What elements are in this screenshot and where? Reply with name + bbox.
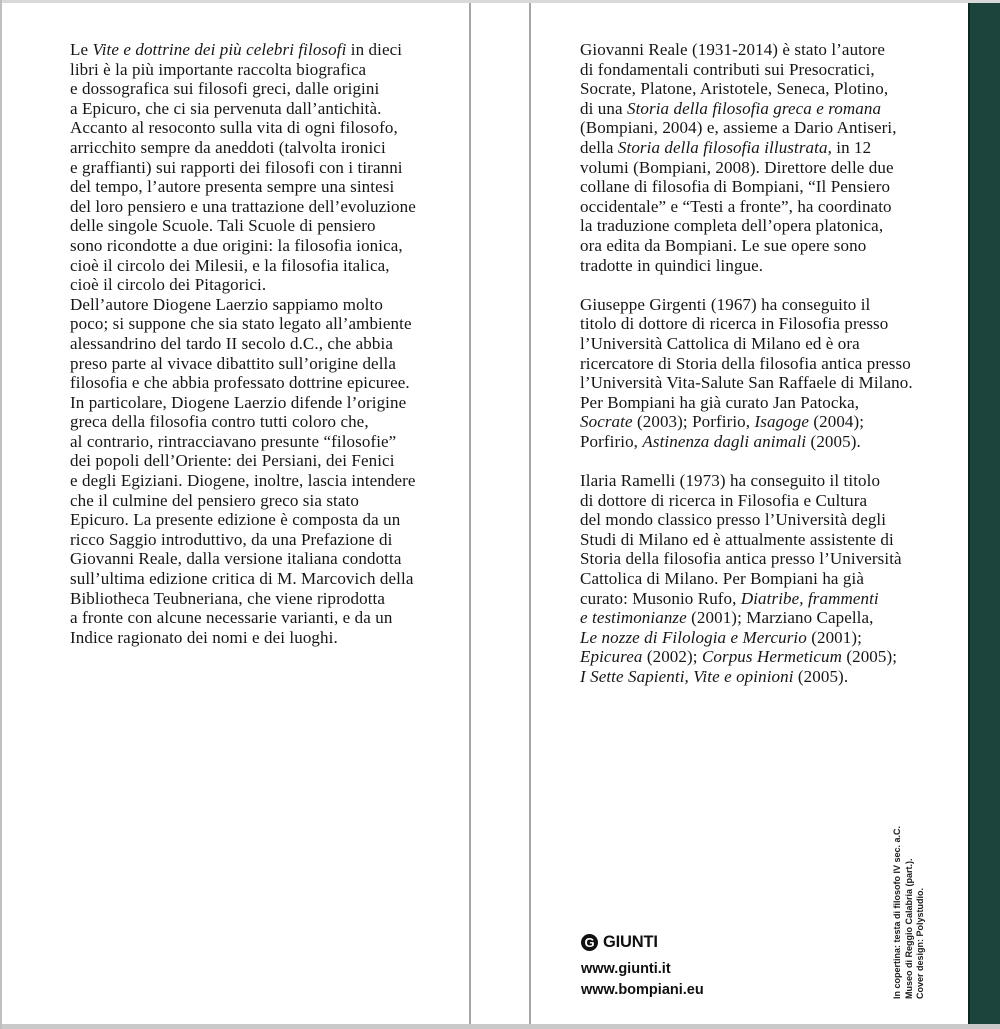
author-bio-ilaria-ramelli: Ilaria Ramelli (1973) ha conseguito il titolo di dottore di ricerca in Filosofia e Cultura del mondo classico presso l’Università degli Studi di Milano ed è attualmente assistente di Storia della filosofia antica presso l’Università Cattolica di Milano. Per Bompiani ha già curato: Musonio Rufo, Diatribe, frammenti e testimonianze (2001); Marziano Capella, Le nozze di Filologia e Mercurio (2001); Epicurea (2002); Corpus Hermeticum (2005); I Sette Sapienti, Vite e opinioni (2005). [580,471,902,686]
flap-fold-rule-left [469,0,471,1024]
publisher-block [581,933,704,1000]
scan-edge-left [0,0,2,1029]
publisher-urls [581,959,704,1000]
author-bio-giovanni-reale: Giovanni Reale (1931-2014) è stato l’autore di fondamentali contributi sui Presocratici, Socrate, Platone, Aristotele, Seneca, Plotino, di una Storia della filosofia greca e romana (Bompiani, 2004) e, assieme a Dario Antiseri, della Storia della filosofia illustrata, in 12 volumi (Bompiani, 2008). Direttore delle due collane di filosofia di Bompiani, “Il Pensiero occidentale” e “Testi a fronte”, ha coordinato la traduzione completa dell’opera platonica, ora edita da Bompiani. Le sue opere sono tradotte in quindici lingue. [580,40,897,275]
front-flap-text: Le Vite e dottrine dei più celebri filosofi in dieci libri è la più importante raccolta biografica e dossografica sui filosofi greci, dalle origini a Epicuro, che ci sia pervenuta dall’antichità. Accanto al resoconto sulla vita di ogni filosofo, arricchito sempre da aneddoti (talvolta ironici e graffianti) sui rapporti dei filosofi con i tiranni del tempo, l’autore presenta sempre una sintesi del loro pensiero e una trattazione dell’evoluzione delle singole Scuole. Tali Scuole di pensiero sono ricondotte a due origini: la filosofia ionica, cioè il circolo dei Milesii, e la filosofia italica, cioè il circolo dei Pitagorici. Dell’autore Diogene Laerzio sappiamo molto poco; si suppone che sia stato legato all’ambiente alessandrino del tardo II secolo d.C., che abbia preso parte al vivace dibattito sull’origine della filosofia e che abbia professato dottrine epicuree. In particolare, Diogene Laerzio difende l’origine greca della filosofia contro tutti coloro che, al contrario, rintracciavano presunte “filosofie” dei popoli dell’Oriente: dei Persiani, dei Fenici e degli Egiziani. Diogene, inoltre, lascia intendere che il culmine del pensiero greco sia stato Epicuro. La presente edizione è composta da un ricco Saggio introduttivo, da una Prefazione di Giovanni Reale, dalla versione italiana condotta sull’ultima edizione critica di M. Marcovich della Bibliotheca Teubneriana, che viene riprodotta a fronte con alcune necessarie varianti, e da un Indice ragionato dei nomi e dei luoghi. [70,40,416,647]
url-bompiani: www.bompiani.eu [581,981,704,998]
url-giunti: www.giunti.it [581,961,671,977]
giunti-logo [581,933,704,952]
flap-fold-rule-right [529,0,531,1024]
author-bio-giuseppe-girgenti: Giuseppe Girgenti (1967) ha conseguito il titolo di dottore di ricerca in Filosofia presso l’Università Cattolica di Milano ed è ora ricercatore di Storia della filosofia antica presso l’Università Vita-Salute San Raffaele di Milano. Per Bompiani ha già curato Jan Patocka, Socrate (2003); Porfirio, Isagoge (2004); Porfirio, Astinenza dagli animali (2005). [580,294,913,451]
scan-edge-top [0,0,1000,3]
giunti-logo-text: GIUNTI [603,933,658,951]
spine-stripe [968,2,1000,1024]
giunti-logo-icon: G [581,934,598,951]
scan-edge-bottom [0,1024,1000,1029]
cover-credit-vertical-text: In copertina: testa di filosofo IV sec. a.C. Museo di Reggio Calabria (part.). Cover design: Polystudio. [892,825,925,999]
back-flap-text [580,40,982,687]
